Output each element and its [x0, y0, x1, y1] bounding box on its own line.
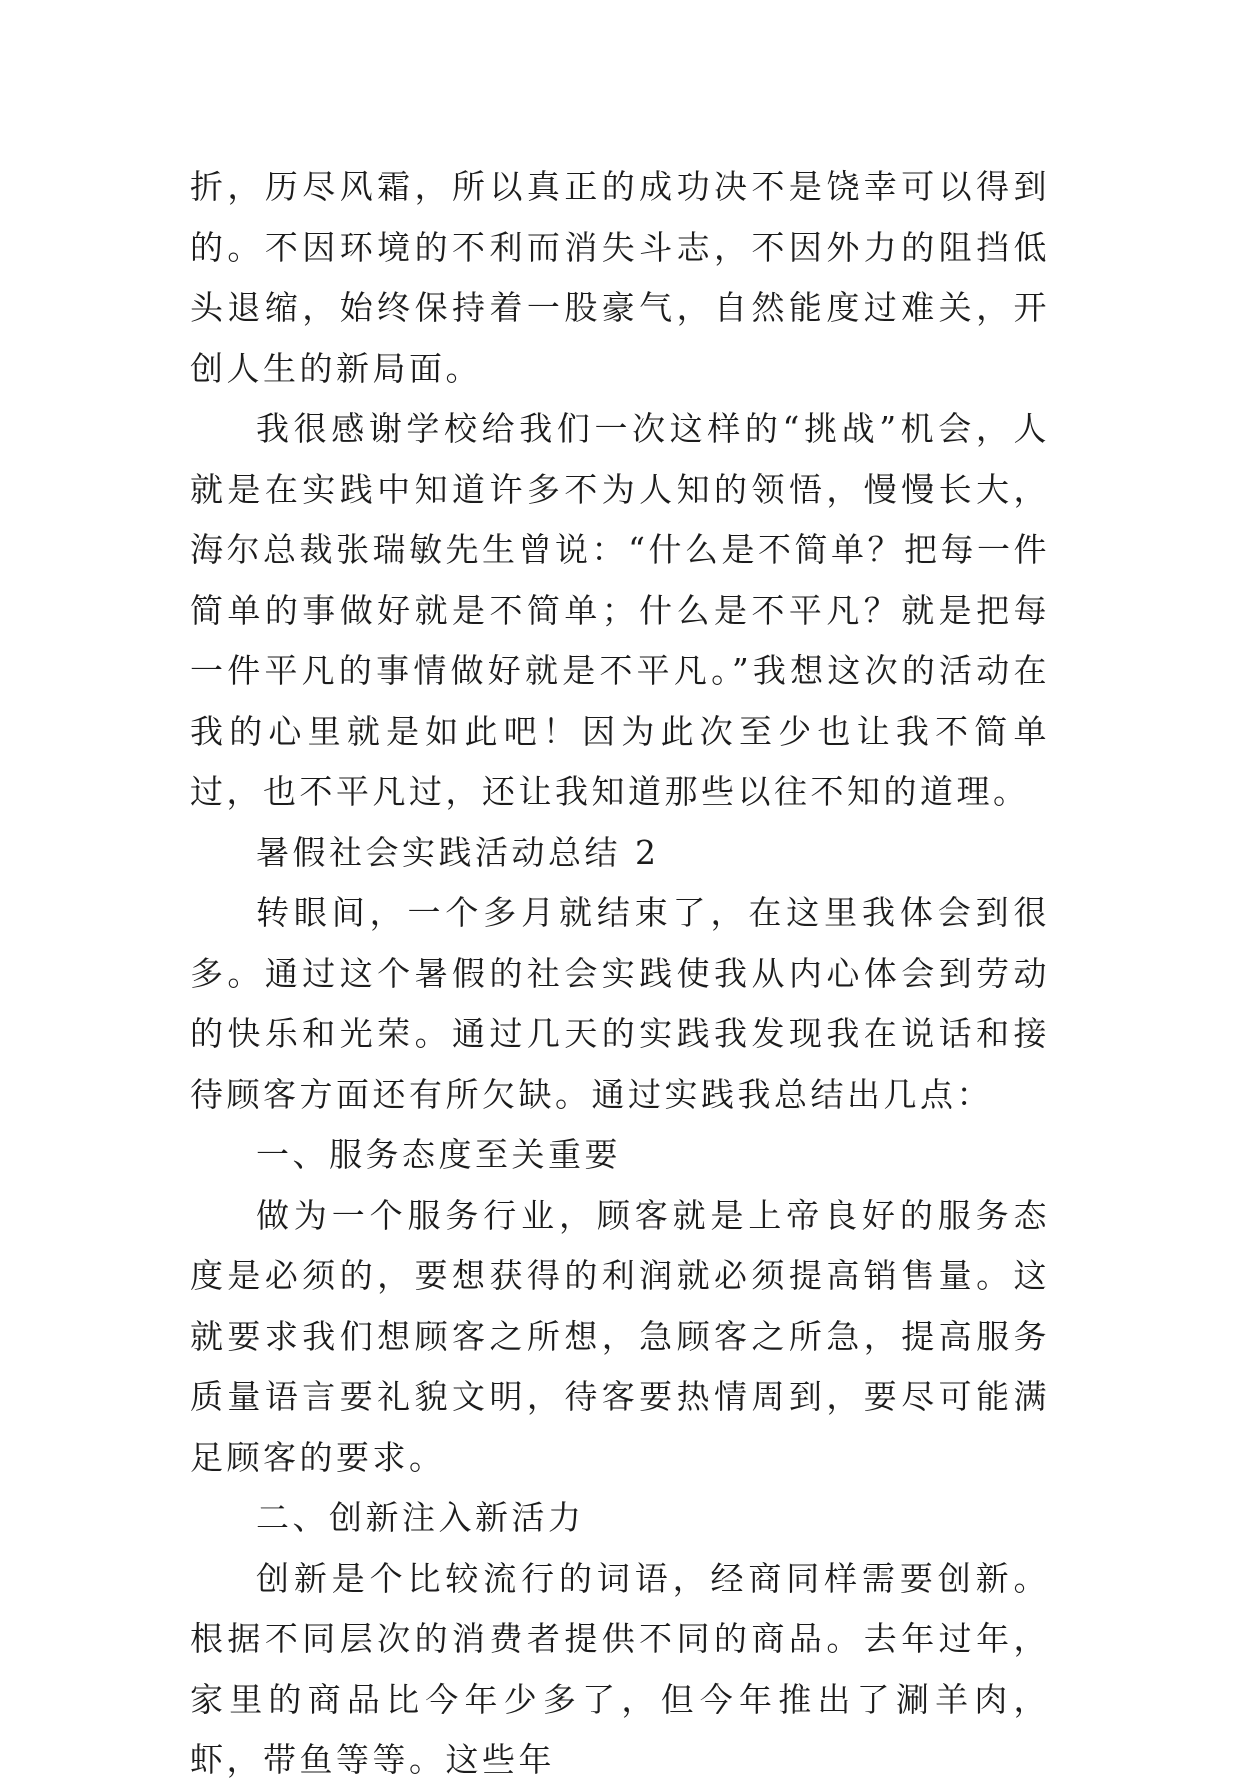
heading-innovation: 二、创新注入新活力	[256, 1498, 585, 1537]
document-body	[190, 157, 1050, 1791]
paragraph-innovation: 创新是个比较流行的词语，经商同样需要创新。根据不同层次的消费者提供不同的商品。去年过年，家里的商品比今年少多了，但今年推出了涮羊肉，虾，带鱼等等。这些年	[190, 1558, 1050, 1779]
paragraph-service-attitude: 做为一个服务行业，顾客就是上帝良好的服务态度是必须的，要想获得的利润就必须提高销售量。这就要求我们想顾客之所想，急顾客之所急，提高服务质量语言要礼貌文明，待客要热情周到，要尽可能满足顾客的要求。	[190, 1195, 1050, 1477]
paragraph-continuation: 折，历尽风霜，所以真正的成功决不是饶幸可以得到的。不因环境的不利而消失斗志，不因外力的阻挡低头退缩，始终保持着一股豪气，自然能度过难关，开创人生的新局面。	[190, 167, 1050, 388]
paragraph-gratitude: 我很感谢学校给我们一次这样的“挑战”机会，人就是在实践中知道许多不为人知的领悟，慢慢长大，海尔总裁张瑞敏先生曾说：“什么是不简单？把每一件简单的事做好就是不简单；什么是不平凡？就是把每一件平凡的事情做好就是不平凡。”我想这次的活动在我的心里就是如此吧！因为此次至少也让我不简单过，也不平凡过，还让我知道那些以往不知的道理。	[190, 409, 1050, 811]
heading-service-attitude: 一、服务态度至关重要	[256, 1135, 621, 1174]
section-title: 暑假社会实践活动总结 2	[256, 832, 660, 872]
paragraph-intro: 转眼间，一个多月就结束了，在这里我体会到很多。通过这个暑假的社会实践使我从内心体会到劳动的快乐和光荣。通过几天的实践我发现我在说话和接待顾客方面还有所欠缺。通过实践我总结出几点：	[190, 893, 1050, 1114]
